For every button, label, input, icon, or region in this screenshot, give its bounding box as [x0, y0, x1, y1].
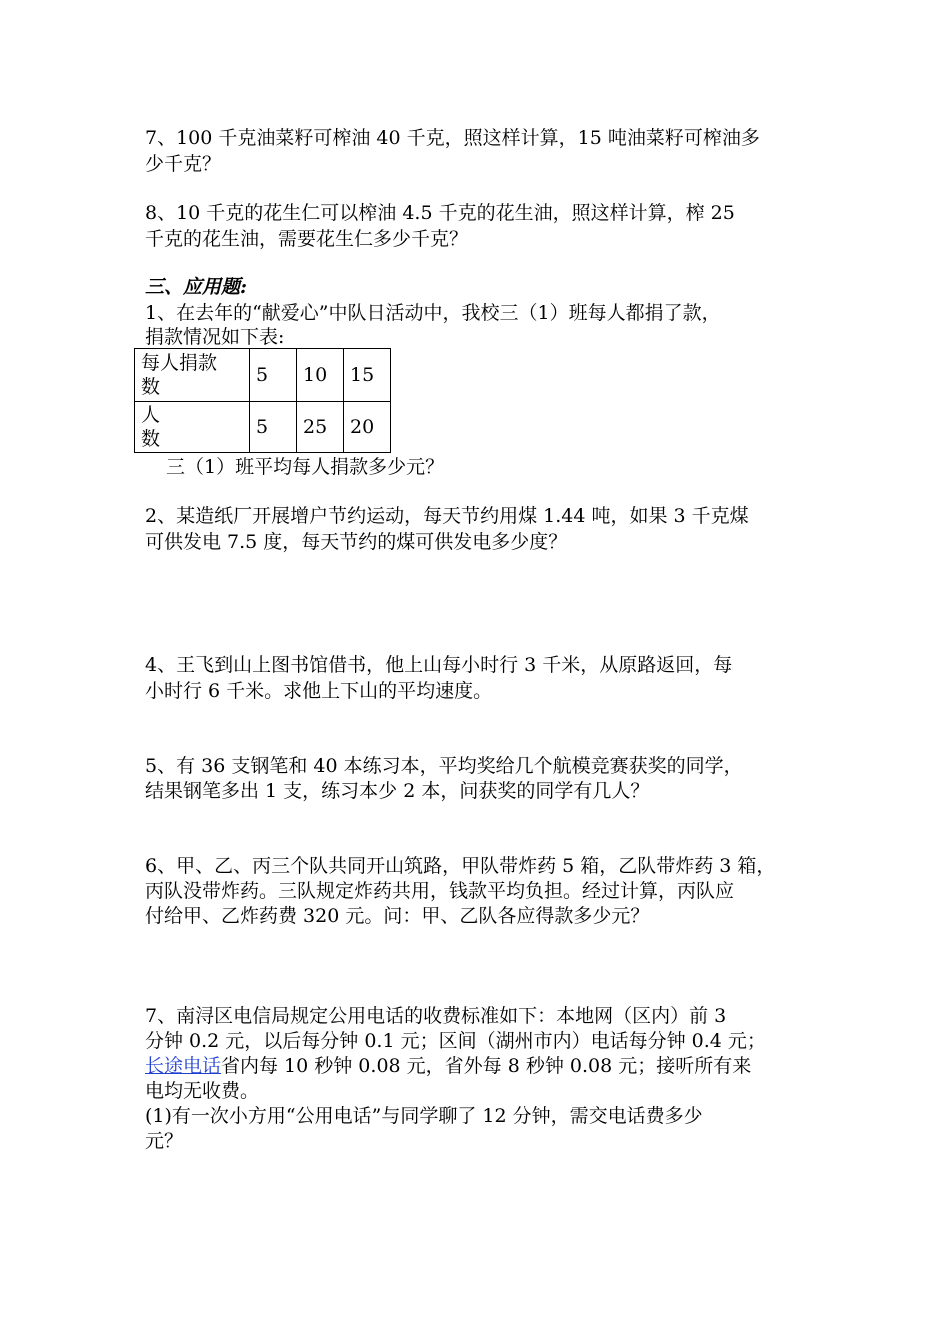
table-cell: 5 — [250, 349, 297, 402]
question-6-line-3: 付给甲、乙炸药费 320 元。问：甲、乙队各应得款多少元？ — [145, 905, 650, 927]
table-label-line: 人 — [141, 404, 161, 426]
question-4-line-1: 4、王飞到山上图书馆借书，他上山每小时行 3 千米，从原路返回，每 — [145, 654, 733, 676]
question-8a-line-2: 千克的花生油，需要花生仁多少千克？ — [145, 228, 469, 250]
table-row — [135, 402, 391, 453]
question-7b-line-4: 电均无收费。 — [145, 1080, 260, 1102]
question-7a-line-1: 7、100 千克油菜籽可榨油 40 千克，照这样计算，15 吨油菜籽可榨油多 — [145, 127, 760, 149]
table-cell: 15 — [344, 349, 391, 402]
question-7b-line-2: 分钟 0.2 元，以后每分钟 0.1 元；区间（湖州市内）电话每分钟 0.4 元； — [145, 1030, 766, 1052]
donation-table — [134, 348, 391, 453]
table-row-label — [135, 402, 250, 453]
table-cell: 20 — [344, 402, 391, 453]
table-label-line: 每人捐款 — [141, 352, 218, 374]
table-row — [135, 349, 391, 402]
question-1-line-2: 捐款情况如下表: — [145, 326, 285, 348]
question-1-line-1: 1、在去年的“献爱心”中队日活动中，我校三（1）班每人都捐了款， — [145, 302, 721, 324]
table-label-line: 数 — [141, 376, 161, 398]
table-row-label — [135, 349, 250, 402]
long-distance-call-link[interactable]: 长途电话 — [145, 1055, 222, 1077]
question-6-line-1: 6、甲、乙、丙三个队共同开山筑路，甲队带炸药 5 箱，乙队带炸药 3 箱， — [145, 855, 776, 877]
question-8a-line-1: 8、10 千克的花生仁可以榨油 4.5 千克的花生油，照这样计算，榨 25 — [145, 202, 735, 224]
question-1-ask: 三（1）班平均每人捐款多少元？ — [166, 456, 445, 478]
table-cell: 25 — [297, 402, 344, 453]
table-cell: 5 — [250, 402, 297, 453]
question-7b-line-1: 7、南浔区电信局规定公用电话的收费标准如下：本地网（区内）前 3 — [145, 1005, 727, 1027]
question-2-line-2: 可供发电 7.5 度，每天节约的煤可供发电多少度？ — [145, 531, 568, 553]
question-7b-line-3-text: 省内每 10 秒钟 0.08 元，省外每 8 秒钟 0.08 元；接听所有来 — [221, 1055, 752, 1077]
table-cell: 10 — [297, 349, 344, 402]
question-7b-sub-1-line-1: (1)有一次小方用“公用电话”与同学聊了 12 分钟，需交电话费多少 — [145, 1105, 703, 1127]
question-7a-line-2: 少千克？ — [145, 153, 222, 175]
table-label-line: 数 — [141, 428, 161, 450]
question-7b-line-3 — [145, 1053, 751, 1079]
question-5-line-1: 5、有 36 支钢笔和 40 本练习本，平均奖给几个航模竞赛获奖的同学， — [145, 755, 743, 777]
question-7b-sub-1-line-2: 元？ — [145, 1130, 184, 1152]
question-5-line-2: 结果钢笔多出 1 支，练习本少 2 本，问获奖的同学有几人？ — [145, 780, 650, 802]
section-heading: 三、应用题: — [145, 276, 248, 298]
question-4-line-2: 小时行 6 千米。求他上下山的平均速度。 — [145, 680, 493, 702]
question-6-line-2: 丙队没带炸药。三队规定炸药共用，钱款平均负担。经过计算，丙队应 — [145, 880, 735, 902]
question-2-line-1: 2、某造纸厂开展增户节约运动，每天节约用煤 1.44 吨，如果 3 千克煤 — [145, 505, 749, 527]
